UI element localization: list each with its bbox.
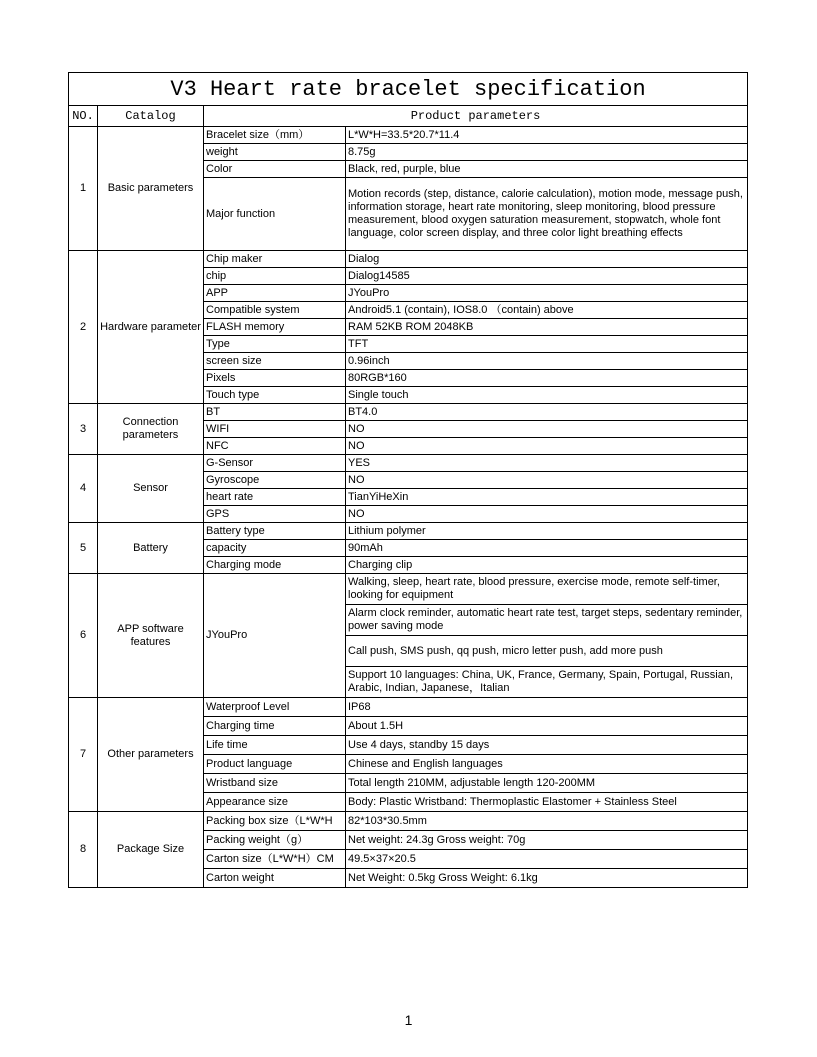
parameter-label: screen size <box>204 353 346 370</box>
table-row <box>69 812 748 831</box>
header-no: NO. <box>69 106 98 127</box>
parameter-value: Use 4 days, standby 15 days <box>346 736 748 755</box>
parameter-label: WIFI <box>204 421 346 438</box>
parameter-label: Carton weight <box>204 869 346 888</box>
section-number: 2 <box>69 251 98 404</box>
parameter-value: 82*103*30.5mm <box>346 812 748 831</box>
parameter-label: G-Sensor <box>204 455 346 472</box>
parameter-label: Compatible system <box>204 302 346 319</box>
section-number: 1 <box>69 127 98 251</box>
parameter-label: APP <box>204 285 346 302</box>
parameter-value: 8.75g <box>346 144 748 161</box>
parameter-value: Single touch <box>346 387 748 404</box>
parameter-value: About 1.5H <box>346 717 748 736</box>
parameter-value: JYouPro <box>346 285 748 302</box>
parameter-label: Wristband size <box>204 774 346 793</box>
parameter-value: NO <box>346 438 748 455</box>
parameter-value: TianYiHeXin <box>346 489 748 506</box>
section-catalog: Battery <box>98 523 204 574</box>
parameter-value: Android5.1 (contain), IOS8.0 （contain) above <box>346 302 748 319</box>
table-row <box>69 404 748 421</box>
section-catalog: Basic parameters <box>98 127 204 251</box>
feature-value: Alarm clock reminder, automatic heart rate test, target steps, sedentary reminder, power saving mode <box>346 605 748 636</box>
parameter-label: Gyroscope <box>204 472 346 489</box>
parameter-value: NO <box>346 421 748 438</box>
parameter-value: BT4.0 <box>346 404 748 421</box>
section-catalog: Hardware parameter <box>98 251 204 404</box>
table-row <box>69 251 748 268</box>
parameter-label: chip <box>204 268 346 285</box>
parameter-label: FLASH memory <box>204 319 346 336</box>
section-catalog: Package Size <box>98 812 204 888</box>
table-row <box>69 523 748 540</box>
parameter-value: Motion records (step, distance, calorie calculation), motion mode, message push, information storage, heart rate monitoring, sleep monitoring, blood pressure measurement, blood oxygen saturation measurement, stopwatch, whole font language, color screen display, and three color light breathing effects <box>346 178 748 251</box>
section-number: 6 <box>69 574 98 698</box>
parameter-label: Type <box>204 336 346 353</box>
section-catalog: Sensor <box>98 455 204 523</box>
parameter-value: 90mAh <box>346 540 748 557</box>
section-number: 7 <box>69 698 98 812</box>
page-title: V3 Heart rate bracelet specification <box>69 73 748 106</box>
header-catalog: Catalog <box>98 106 204 127</box>
parameter-value: TFT <box>346 336 748 353</box>
parameter-value: 0.96inch <box>346 353 748 370</box>
parameter-label: Bracelet size（mm） <box>204 127 346 144</box>
section-catalog: Connection parameters <box>98 404 204 455</box>
parameter-value: RAM 52KB ROM 2048KB <box>346 319 748 336</box>
parameter-value: IP68 <box>346 698 748 717</box>
parameter-value: Dialog <box>346 251 748 268</box>
parameter-label: Charging time <box>204 717 346 736</box>
parameter-value: Net Weight: 0.5kg Gross Weight: 6.1kg <box>346 869 748 888</box>
feature-value: Support 10 languages: China, UK, France, Germany, Spain, Portugal, Russian, Arabic, Indian, Japanese，Italian <box>346 667 748 698</box>
parameter-label: Product language <box>204 755 346 774</box>
table-row <box>69 698 748 717</box>
section-number: 4 <box>69 455 98 523</box>
parameter-label: Life time <box>204 736 346 755</box>
header-product-parameters: Product parameters <box>204 106 748 127</box>
parameter-label: Charging mode <box>204 557 346 574</box>
parameter-label: capacity <box>204 540 346 557</box>
section-number: 3 <box>69 404 98 455</box>
parameter-value: 80RGB*160 <box>346 370 748 387</box>
parameter-value: L*W*H=33.5*20.7*11.4 <box>346 127 748 144</box>
parameter-label: BT <box>204 404 346 421</box>
parameter-value: Charging clip <box>346 557 748 574</box>
parameter-label: Appearance size <box>204 793 346 812</box>
parameter-value: Net weight: 24.3g Gross weight: 70g <box>346 831 748 850</box>
parameter-label: Packing box size（L*W*H <box>204 812 346 831</box>
table-row <box>69 574 748 605</box>
parameter-value: Dialog14585 <box>346 268 748 285</box>
section-catalog: APP software features <box>98 574 204 698</box>
feature-value: Walking, sleep, heart rate, blood pressure, exercise mode, remote self-timer, looking for equipment <box>346 574 748 605</box>
parameter-value: Chinese and English languages <box>346 755 748 774</box>
parameter-value: Lithium polymer <box>346 523 748 540</box>
parameter-value: 49.5×37×20.5 <box>346 850 748 869</box>
parameter-value: YES <box>346 455 748 472</box>
parameter-label: JYouPro <box>204 574 346 698</box>
parameter-value: Body: Plastic Wristband: Thermoplastic Elastomer + Stainless Steel <box>346 793 748 812</box>
feature-value: Call push, SMS push, qq push, micro letter push, add more push <box>346 636 748 667</box>
parameter-label: Carton size（L*W*H）CM <box>204 850 346 869</box>
parameter-label: Chip maker <box>204 251 346 268</box>
parameter-label: Touch type <box>204 387 346 404</box>
parameter-label: Battery type <box>204 523 346 540</box>
specification-table <box>68 72 748 888</box>
parameter-label: NFC <box>204 438 346 455</box>
parameter-label: Color <box>204 161 346 178</box>
table-row <box>69 127 748 144</box>
section-number: 5 <box>69 523 98 574</box>
title-row <box>69 73 748 106</box>
section-number: 8 <box>69 812 98 888</box>
parameter-label: GPS <box>204 506 346 523</box>
table-row <box>69 455 748 472</box>
parameter-label: weight <box>204 144 346 161</box>
parameter-value: NO <box>346 506 748 523</box>
parameter-label: heart rate <box>204 489 346 506</box>
parameter-value: Black, red, purple, blue <box>346 161 748 178</box>
page-number: 1 <box>404 1012 413 1028</box>
parameter-label: Waterproof Level <box>204 698 346 717</box>
parameter-value: Total length 210MM, adjustable length 120-200MM <box>346 774 748 793</box>
parameter-label: Pixels <box>204 370 346 387</box>
header-row <box>69 106 748 127</box>
parameter-value: NO <box>346 472 748 489</box>
parameter-label: Packing weight（g） <box>204 831 346 850</box>
parameter-label: Major function <box>204 178 346 251</box>
section-catalog: Other parameters <box>98 698 204 812</box>
